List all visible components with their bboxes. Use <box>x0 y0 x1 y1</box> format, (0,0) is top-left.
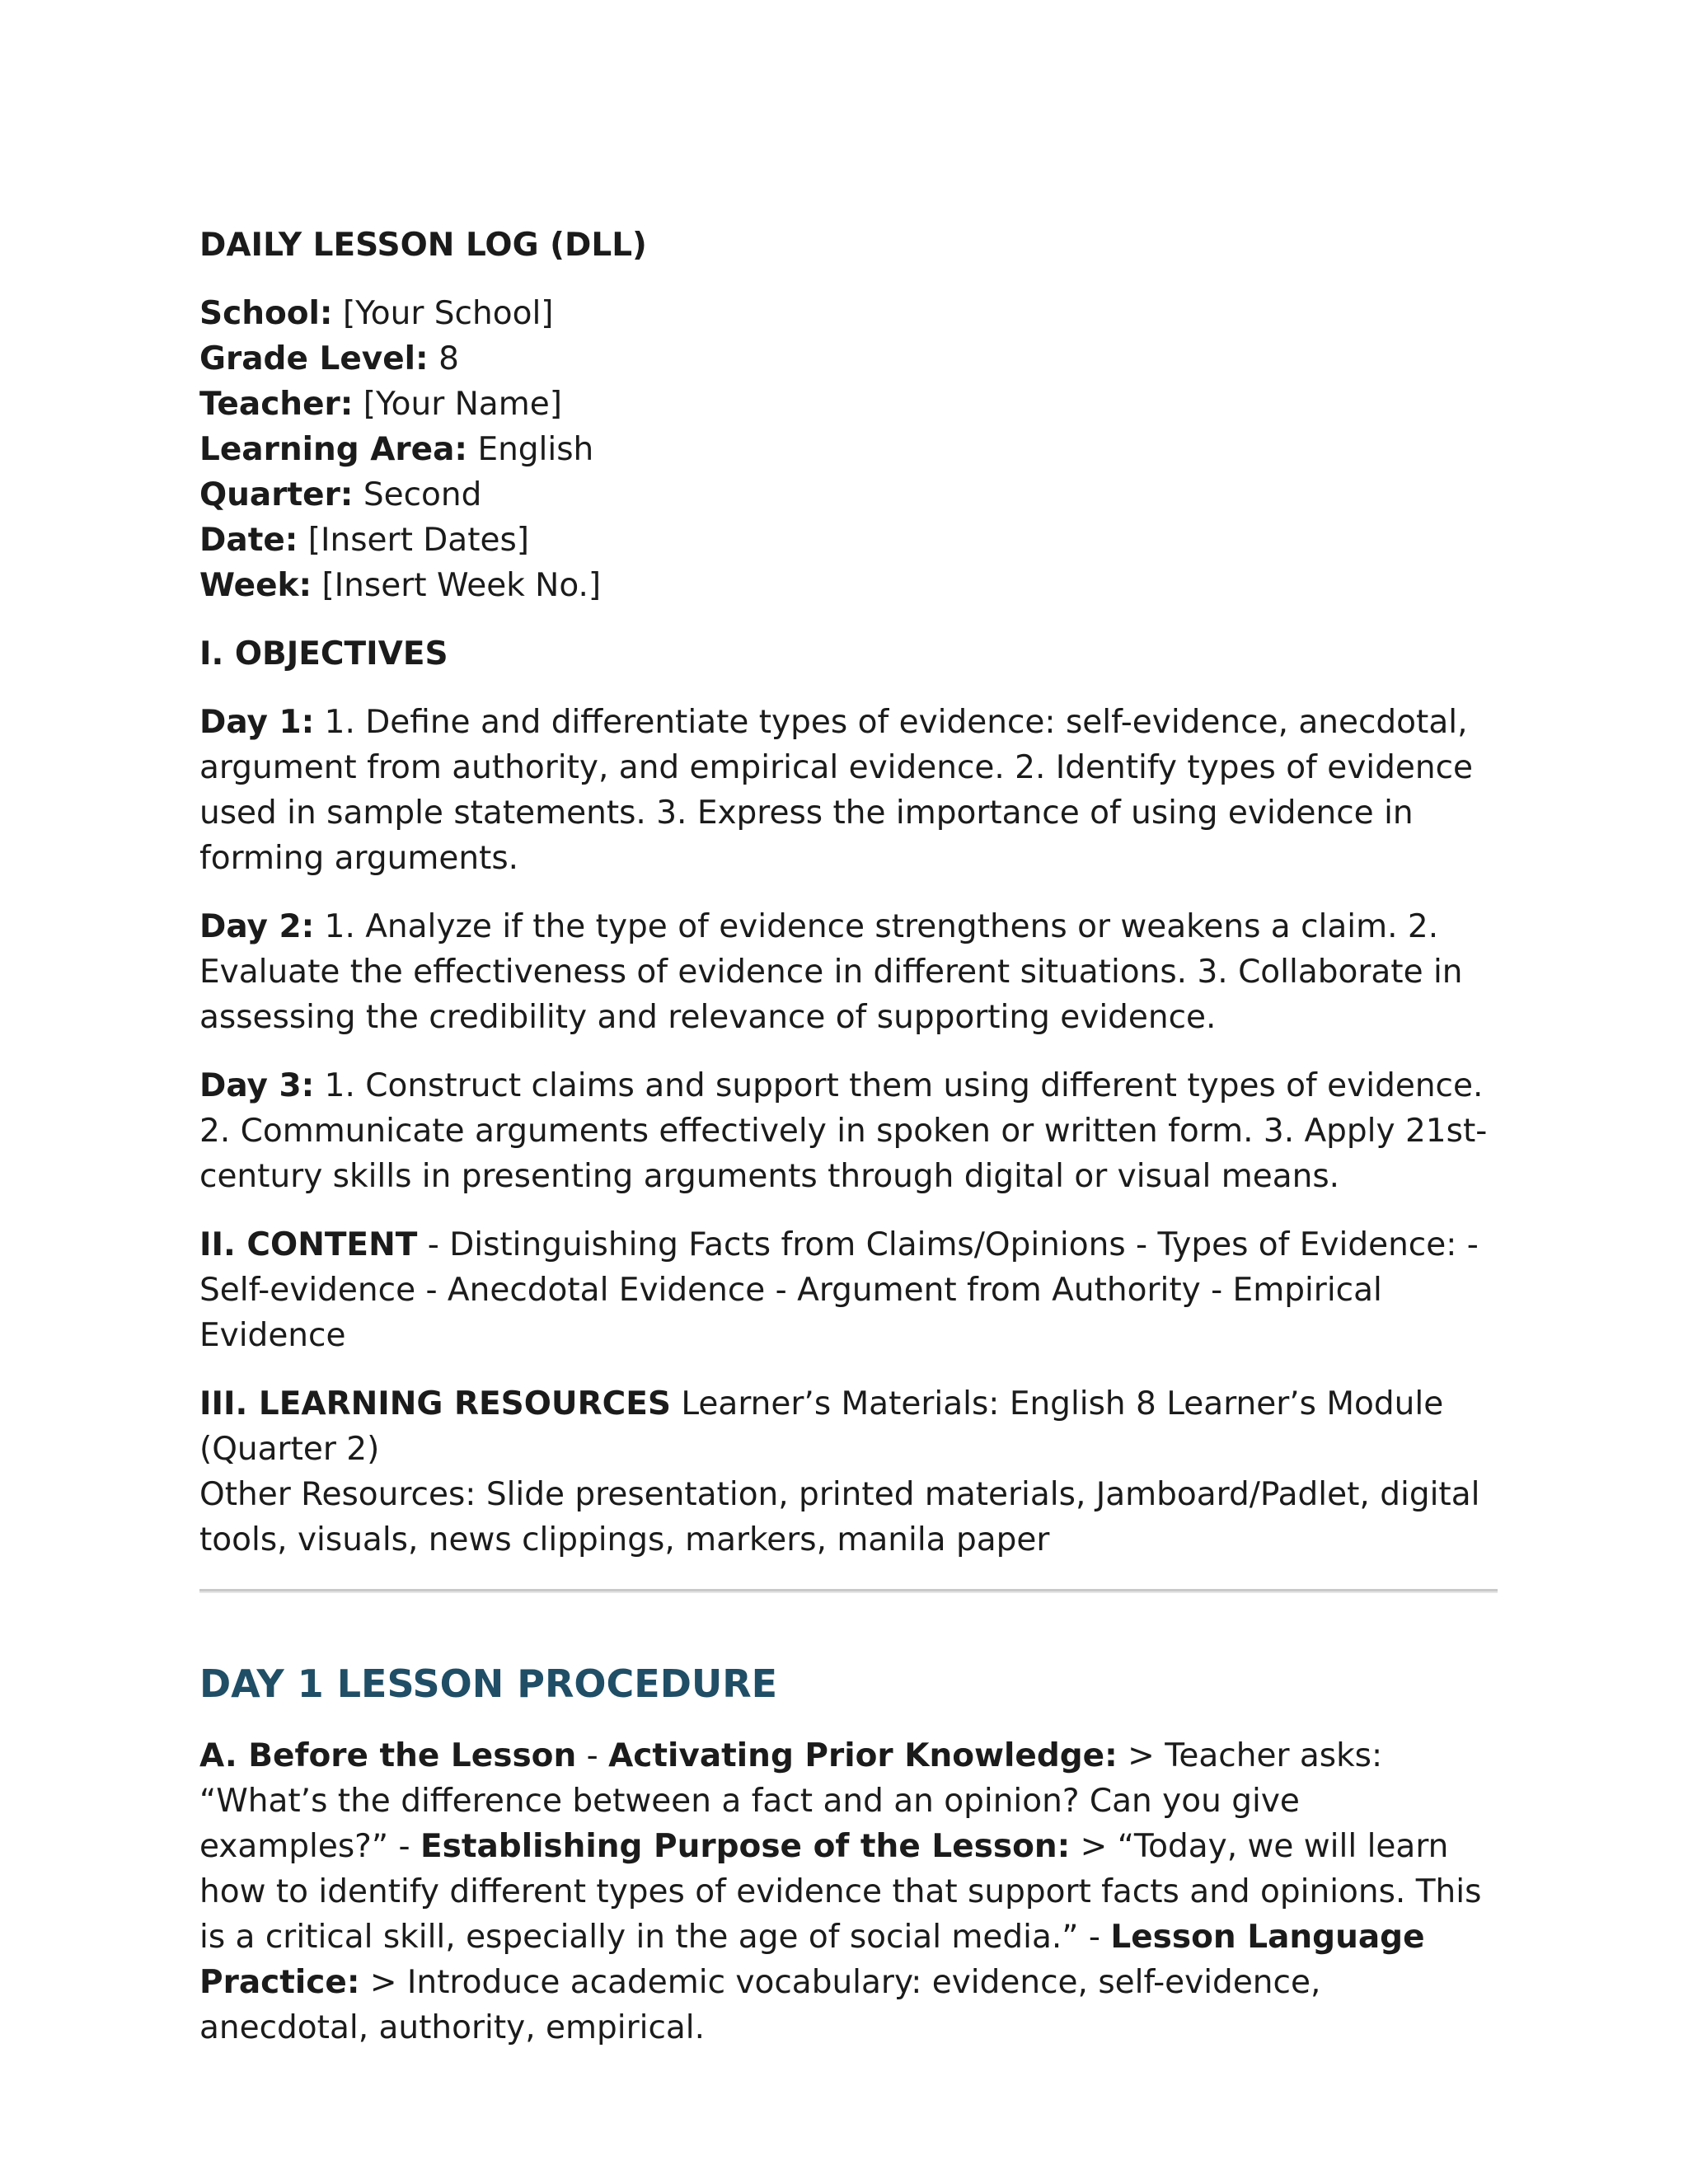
lesson-language-practice-text: > Introduce academic vocabulary: evidence, self-evidence, anecdotal, authority, empirical. <box>199 1964 1321 2046</box>
document-title: DAILY LESSON LOG (DLL) <box>199 227 647 264</box>
section-label: A. Before the Lesson <box>199 1737 577 1774</box>
day-1-procedure-heading: DAY 1 LESSON PROCEDURE <box>199 1661 778 1706</box>
objective-text: 1. Define and differentiate types of evidence: self-evidence, anecdotal, argument from authority, and empirical evidence. 2. Identify types of evidence used in sample statements. 3. Express the importance of using evidence in forming arguments. <box>199 704 1474 877</box>
establishing-purpose-text: > “Today, we will learn how to identify different types of evidence that support facts and opinions. This is a critical skill, especially in the age of social media.” - <box>199 1828 1482 1956</box>
meta-label: Teacher: <box>199 386 354 423</box>
establishing-purpose-label: Establishing Purpose of the Lesson: <box>420 1828 1071 1865</box>
other-resources-text: Other Resources: Slide presentation, printed materials, Jamboard/Padlet, digital tools, visuals, news clippings, markers, manila paper <box>199 1476 1480 1558</box>
objective-text: 1. Analyze if the type of evidence strengthens or weakens a claim. 2. Evaluate the effectiveness of evidence in different situations. 3. Collaborate in assessing the credibility and relevance of supporting evidence. <box>199 908 1463 1036</box>
meta-value: English <box>477 431 594 468</box>
day-label: Day 2: <box>199 908 315 945</box>
meta-value: [Your School] <box>342 295 554 332</box>
meta-grade-level <box>199 336 1498 382</box>
meta-learning-area <box>199 427 1498 472</box>
meta-value: 8 <box>438 340 459 377</box>
day-label: Day 1: <box>199 704 315 741</box>
activating-prior-knowledge-label: Activating Prior Knowledge: <box>608 1737 1118 1774</box>
meta-label: Learning Area: <box>199 431 468 468</box>
separator: - <box>576 1737 609 1774</box>
objectives-heading: I. OBJECTIVES <box>199 635 448 673</box>
meta-label: School: <box>199 295 333 332</box>
horizontal-rule <box>199 1589 1498 1593</box>
meta-label: Week: <box>199 567 312 604</box>
objective-day-2 <box>199 904 1498 1040</box>
lesson-log-page <box>199 223 1498 2050</box>
objective-day-3 <box>199 1063 1498 1199</box>
meta-week <box>199 563 1498 608</box>
day-1-before-lesson <box>199 1733 1498 2050</box>
content-text: - Distinguishing Facts from Claims/Opinions - Types of Evidence: - Self-evidence - Anecdotal Evidence - Argument from Authority - Empirical Evidence <box>199 1226 1479 1354</box>
resources-text: Learner’s Materials: English 8 Learner’s Module (Quarter 2) <box>199 1385 1444 1468</box>
meta-school <box>199 291 1498 336</box>
objective-day-1 <box>199 700 1498 881</box>
meta-label: Date: <box>199 522 298 559</box>
objective-text: 1. Construct claims and support them using different types of evidence. 2. Communicate arguments effectively in spoken or written form. 3. Apply 21st-century skills in presenting arguments through digital or visual means. <box>199 1067 1488 1195</box>
resources-section <box>199 1381 1498 1563</box>
meta-value: Second <box>363 476 482 513</box>
meta-value: [Your Name] <box>363 386 562 423</box>
day-label: Day 3: <box>199 1067 315 1104</box>
meta-value: [Insert Week No.] <box>321 567 602 604</box>
meta-label: Quarter: <box>199 476 354 513</box>
meta-block <box>199 291 1498 608</box>
meta-date <box>199 518 1498 563</box>
activating-prior-knowledge-text: > Teacher asks: “What’s the difference between a fact and an opinion? Can you give examples?” - <box>199 1737 1383 1865</box>
meta-quarter <box>199 472 1498 518</box>
meta-teacher <box>199 382 1498 427</box>
content-section <box>199 1222 1498 1358</box>
resources-heading: III. LEARNING RESOURCES <box>199 1385 671 1422</box>
content-heading: II. CONTENT <box>199 1226 418 1263</box>
meta-label: Grade Level: <box>199 340 429 377</box>
meta-value: [Insert Dates] <box>307 522 530 559</box>
lesson-language-practice-label: Lesson Language Practice: <box>199 1919 1425 2001</box>
